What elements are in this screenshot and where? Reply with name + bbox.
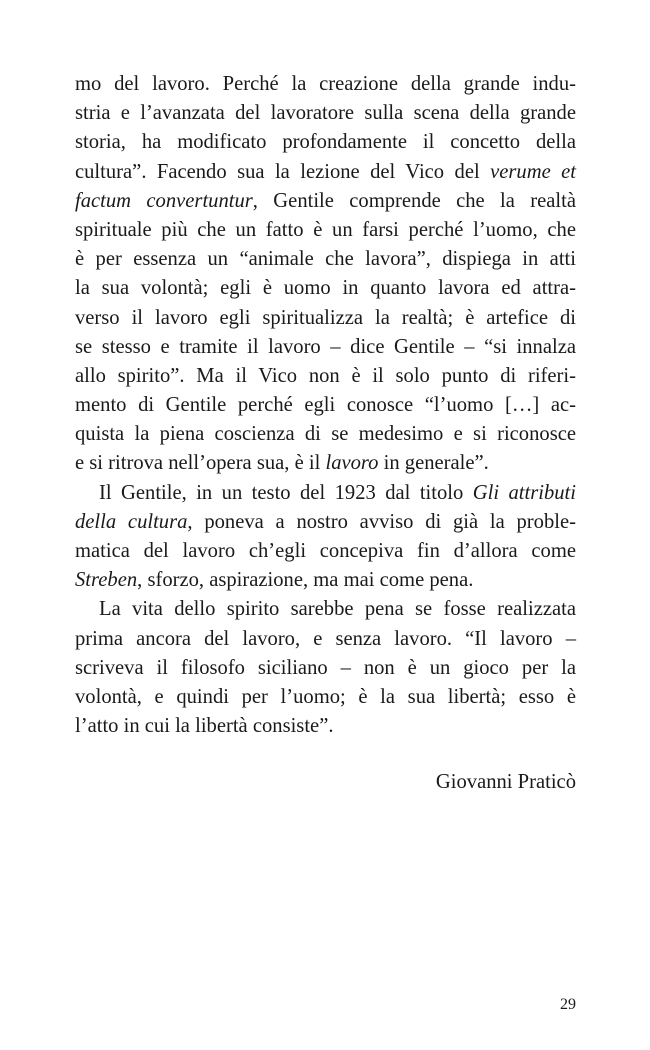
text-line bbox=[75, 625, 576, 654]
italic-text: Streben bbox=[75, 569, 138, 592]
text-segment: La vita dello spirito sarebbe pena se fosse realizzata bbox=[99, 598, 576, 621]
text-line bbox=[75, 245, 576, 274]
text-segment: mento di Gentile perché egli conosce “l’uomo […] ac- bbox=[75, 394, 576, 417]
text-segment: verso il lavoro egli spiritualizza la realtà; è artefice di bbox=[75, 306, 576, 329]
text-segment: cultura”. Facendo sua la lezione del Vico del bbox=[75, 160, 491, 183]
text-line bbox=[75, 654, 576, 683]
italic-text: verume et bbox=[490, 160, 576, 183]
text-segment: , sforzo, aspirazione, ma mai come pena. bbox=[137, 569, 474, 592]
text-segment: e si ritrova nell’opera sua, è il bbox=[75, 452, 326, 475]
text-line bbox=[75, 508, 576, 537]
text-line bbox=[75, 158, 576, 187]
italic-text: Gli attributi bbox=[472, 481, 576, 504]
text-segment: scriveva il filosofo siciliano – non è un gioco per la bbox=[75, 656, 576, 679]
text-segment: , Gentile comprende che la realtà bbox=[252, 189, 577, 212]
text-line bbox=[75, 274, 576, 303]
text-segment: se stesso e tramite il lavoro – dice Gentile – “si innalza bbox=[75, 335, 576, 358]
page-number: 29 bbox=[560, 996, 576, 1013]
text-segment: Il Gentile, in un testo del 1923 dal titolo bbox=[99, 481, 473, 504]
text-line bbox=[75, 128, 576, 157]
text-line bbox=[75, 595, 576, 624]
text-line bbox=[75, 537, 576, 566]
text-segment: prima ancora del lavoro, e senza lavoro. “Il lavoro – bbox=[75, 627, 576, 650]
text-line bbox=[75, 420, 576, 449]
body-text bbox=[75, 70, 576, 741]
text-line bbox=[75, 187, 576, 216]
text-segment: in generale”. bbox=[378, 452, 489, 475]
text-segment: , poneva a nostro avviso di già la proble- bbox=[187, 510, 576, 533]
text-line bbox=[75, 333, 576, 362]
text-segment: la sua volontà; egli è uomo in quanto lavora ed attra- bbox=[75, 277, 576, 300]
text-segment: quista la piena coscienza di se medesimo e si riconosce bbox=[75, 423, 576, 446]
author-signature: Giovanni Praticò bbox=[435, 771, 576, 793]
text-line bbox=[75, 362, 576, 391]
text-segment: stria e l’avanzata del lavoratore sulla scena della grande bbox=[75, 102, 576, 125]
text-line bbox=[75, 683, 576, 712]
text-segment: spirituale più che un fatto è un farsi perché l’uomo, che bbox=[75, 218, 576, 241]
text-segment: volontà, e quindi per l’uomo; è la sua libertà; esso è bbox=[75, 685, 576, 708]
text-line bbox=[75, 304, 576, 333]
italic-text: lavoro bbox=[325, 452, 379, 475]
text-segment: mo del lavoro. Perché la creazione della grande indu- bbox=[75, 73, 576, 95]
text-line bbox=[75, 216, 576, 245]
text-line bbox=[75, 99, 576, 128]
text-segment: è per essenza un “animale che lavora”, dispiega in atti bbox=[75, 248, 576, 271]
text-segment: l’atto in cui la libertà consiste”. bbox=[75, 715, 334, 738]
text-line bbox=[75, 479, 576, 508]
italic-text: della cultura bbox=[75, 510, 188, 533]
text-segment: matica del lavoro ch’egli concepiva fin d’allora come bbox=[75, 540, 576, 562]
text-segment: allo spirito”. Ma il Vico non è il solo punto di riferi- bbox=[75, 364, 576, 387]
italic-text: factum convertuntur bbox=[75, 189, 253, 212]
text-line bbox=[75, 566, 576, 595]
text-line bbox=[75, 391, 576, 420]
text-segment: storia, ha modificato profondamente il concetto della bbox=[75, 131, 576, 154]
text-line bbox=[75, 70, 576, 99]
text-line bbox=[75, 449, 576, 478]
text-line bbox=[75, 712, 576, 741]
